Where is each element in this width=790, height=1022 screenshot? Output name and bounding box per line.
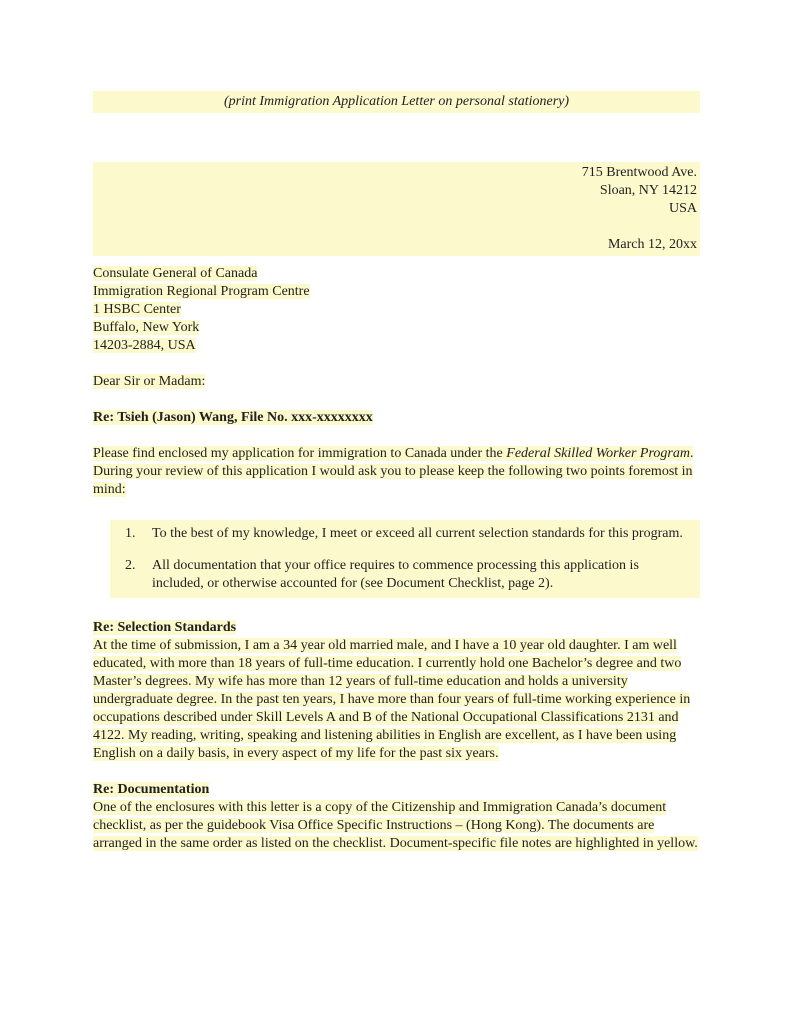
numbered-points-list <box>110 520 700 598</box>
recipient-address-line <box>93 265 700 283</box>
intro-text <box>93 446 693 497</box>
section-body <box>93 637 700 763</box>
subject-line <box>93 409 700 427</box>
blank-line <box>96 218 697 236</box>
section-body <box>93 799 700 853</box>
recipient-address-text: 1 HSBC Center <box>93 302 181 317</box>
list-item <box>110 525 692 543</box>
recipient-address-line <box>93 337 700 355</box>
salutation <box>93 373 700 391</box>
recipient-address-line <box>93 301 700 319</box>
recipient-address-line <box>93 319 700 337</box>
recipient-address-text: 14203-2884, USA <box>93 338 196 353</box>
section-body-text: One of the enclosures with this letter is a copy of the Citizenship and Immigration Canada’s document checklist, as per the guidebook Visa Office Specific Instructions – (Hong Kong). The documents are arranged in the same order as listed on the checklist. Document-specific file notes are highlighted in yellow. <box>93 800 698 851</box>
sender-address-line: 715 Brentwood Ave. <box>581 165 697 180</box>
section-selection-standards <box>93 619 700 763</box>
sender-address-line: USA <box>668 201 697 216</box>
recipient-address-line <box>93 283 700 301</box>
intro-text-regular: . During your review of this application I would ask you to please keep the following two points foremost in mind: <box>93 446 694 497</box>
intro-text-italic: Federal Skilled Worker Program <box>506 446 690 461</box>
section-heading-text: Re: Documentation <box>93 782 210 797</box>
section-body-text: At the time of submission, I am a 34 year old married male, and I have a 10 year old daughter. I am well educated, with more than 18 years of full-time education. I currently hold one Bachelor’s degree and two Master’s degrees. My wife has more than 12 years of full-time education and holds a university undergraduate degree. In the past ten years, I have more than four years of full-time working experience in occupations described under Skill Levels A and B of the National Occupational Classifications 2131 and 4122. My reading, writing, speaking and listening abilities in English are excellent, as I have been using English on a daily basis, in every aspect of my life for the past six years. <box>93 638 691 761</box>
intro-paragraph <box>93 445 700 499</box>
letter-page <box>93 0 700 853</box>
recipient-address-block <box>93 265 700 355</box>
recipient-address-text: Immigration Regional Program Centre <box>93 284 310 299</box>
subject-text: Re: Tsieh (Jason) Wang, File No. xxx-xxxxxxxx <box>93 410 373 425</box>
list-item-text: All documentation that your office requires to commence processing this application is included, or otherwise accounted for (see Document Checklist, page 2). <box>152 558 639 591</box>
list-item-number: 2. <box>125 558 136 573</box>
section-heading <box>93 619 700 637</box>
list-item-number: 1. <box>125 526 136 541</box>
intro-text-regular: Please find enclosed my application for immigration to Canada under the <box>93 446 507 461</box>
section-heading <box>93 781 700 799</box>
recipient-address-text: Buffalo, New York <box>93 320 200 335</box>
recipient-address-text: Consulate General of Canada <box>93 266 258 281</box>
stationery-note: (print Immigration Application Letter on personal stationery) <box>93 91 700 113</box>
list-item-text: To the best of my knowledge, I meet or exceed all current selection standards for this program. <box>152 526 683 541</box>
salutation-text: Dear Sir or Madam: <box>93 374 206 389</box>
sender-address-line: Sloan, NY 14212 <box>599 183 697 198</box>
list-item <box>110 557 692 593</box>
section-heading-text: Re: Selection Standards <box>93 620 237 635</box>
sender-address-block <box>93 162 700 256</box>
letter-date: March 12, 20xx <box>607 237 697 252</box>
section-documentation <box>93 781 700 853</box>
